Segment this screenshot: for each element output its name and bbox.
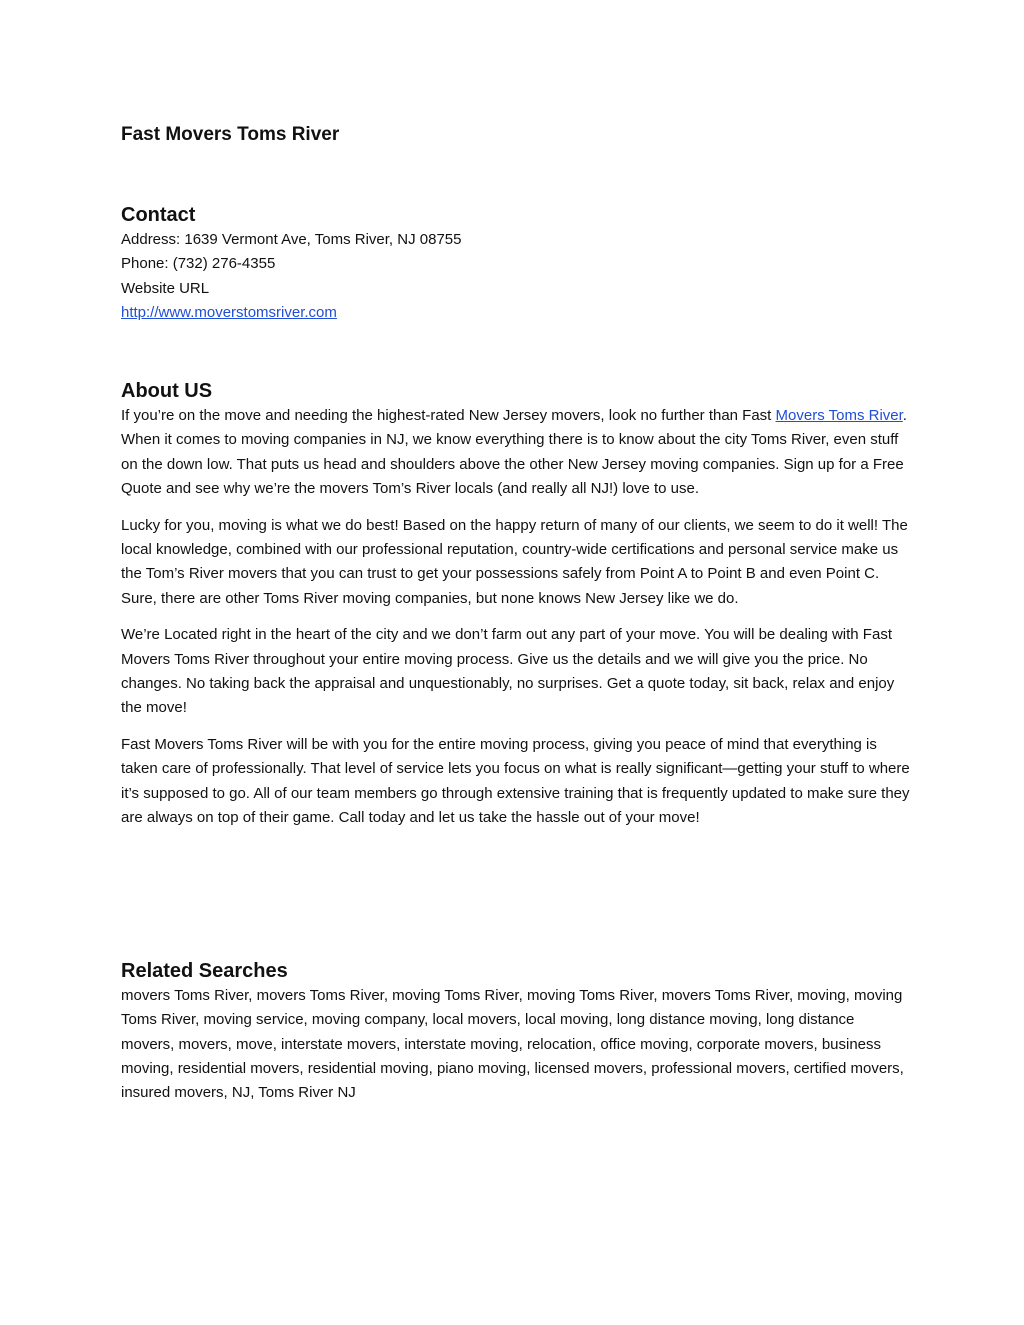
contact-website-line [121, 301, 911, 325]
contact-address: Address: 1639 Vermont Ave, Toms River, NJ 08755 [121, 231, 462, 248]
contact-section [121, 202, 911, 325]
contact-phone: Phone: (732) 276-4355 [121, 255, 276, 273]
contact-website-label: Website URL [121, 279, 210, 297]
about-paragraph-4: Fast Movers Toms River will be with you for the entire moving process, giving you peace of mind that everything is taken care of professionally. That level of service lets you focus on what is really significant—getting your stuff to where it’s supposed to go. All of our team members go through extensive training that is frequently updated to make sure they are always on top of their game. Call today and let us take the hassle out of your move! [121, 736, 910, 826]
contact-heading: Contact [121, 204, 196, 226]
movers-toms-river-link[interactable]: Movers Toms River [775, 407, 903, 424]
about-heading: About US [121, 380, 213, 402]
document-title: Fast Movers Toms River [121, 124, 340, 145]
about-paragraph-1 [121, 404, 911, 501]
related-searches-keywords: movers Toms River, movers Toms River, moving Toms River, moving Toms River, movers Toms River, moving, moving Toms River, moving service, moving company, local movers, local moving, long distance moving, long distance movers, movers, move, interstate movers, interstate moving, relocation, office moving, corporate movers, business moving, residential movers, residential moving, piano moving, licensed movers, professional movers, certified movers, insured movers, NJ, Toms River NJ [121, 987, 904, 1102]
about-paragraph-3: We’re Located right in the heart of the city and we don’t farm out any part of your move. You will be dealing with Fast Movers Toms River throughout your entire moving process. Give us the details and we will give you the price. No changes. No taking back the appraisal and unquestionably, no surprises. Get a quote today, sit back, relax and enjoy the move! [121, 626, 895, 717]
related-searches-heading: Related Searches [121, 960, 288, 982]
about-p1-text-start: If you’re on the move and needing the highest-rated New Jersey movers, look no further than Fast [121, 407, 776, 424]
about-p1-text-end: . When it comes to moving companies in NJ, we know everything there is to know about the city Toms River, even stuff on the down low. That puts us head and shoulders above the other New Jersey moving companies. Sign up for a Free Quote and see why we’re the movers Tom’s River locals (and really all NJ!) love to use. [121, 407, 907, 497]
about-section [121, 378, 911, 843]
website-link[interactable]: http://www.moverstomsriver.com [121, 303, 337, 321]
about-paragraph-2: Lucky for you, moving is what we do best! Based on the happy return of many of our clients, we seem to do it well! The local knowledge, combined with our professional reputation, country-wide certifications and personal service make us the Tom’s River movers that you can trust to get your possessions safely from Point A to Point B and even Point C. Sure, there are other Toms River moving companies, but none knows New Jersey like we do. [121, 516, 908, 607]
related-searches-section [121, 958, 911, 1105]
